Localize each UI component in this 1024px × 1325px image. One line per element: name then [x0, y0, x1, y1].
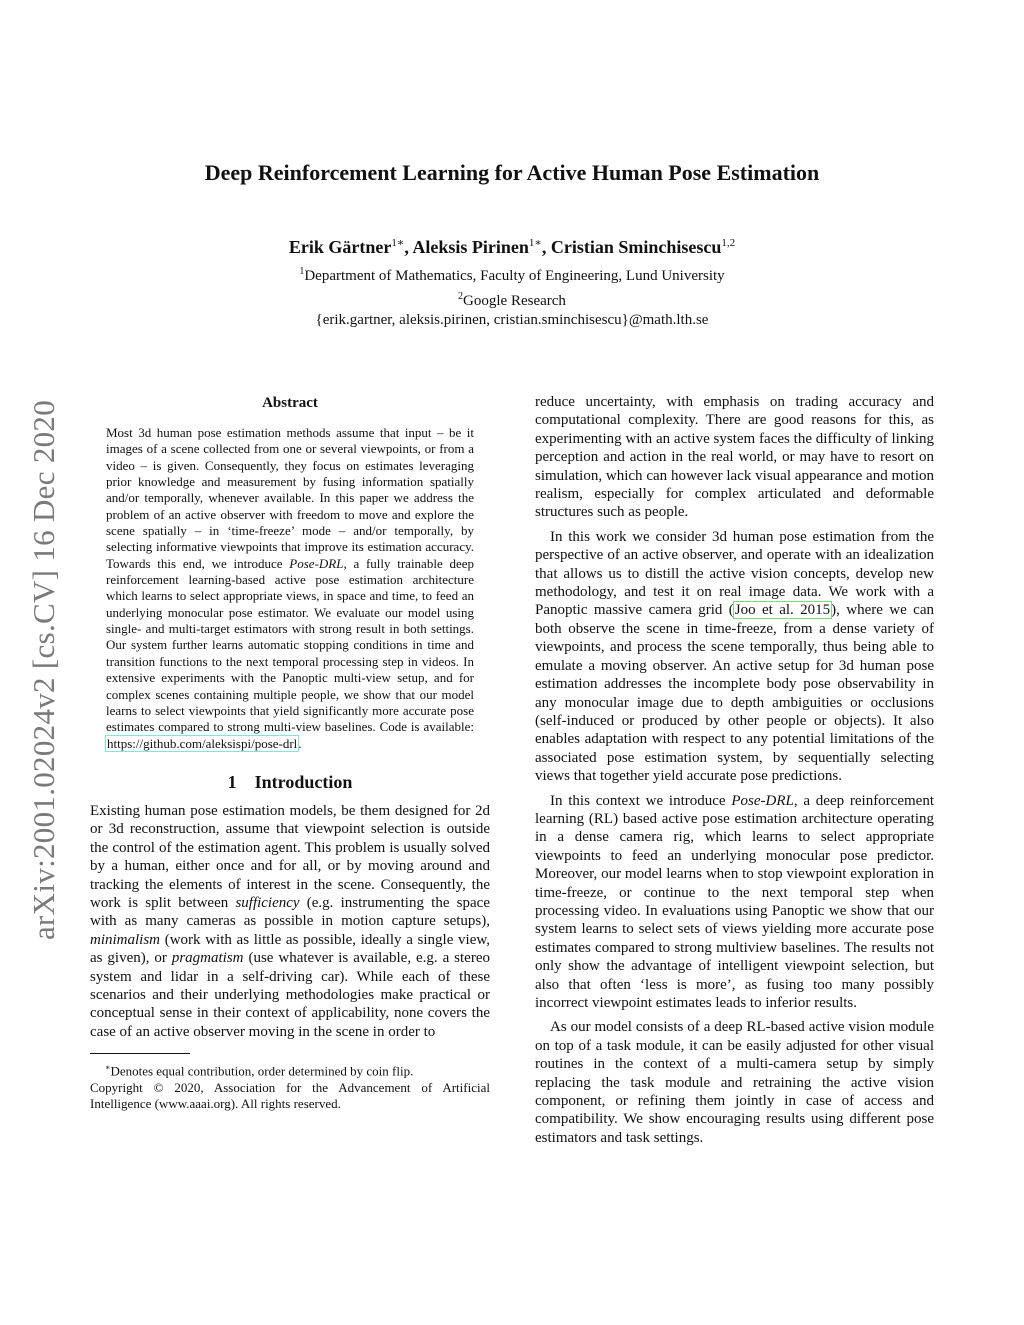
body-paragraph: As our model consists of a deep RL-based active vision module on top of a task module, it can be easily adjusted for other visual routines in the context of a multi-camera setup by simply replacing the task module and retraining the active vision component, or refining them jointly in case of access and compatibility. We show encouraging results using different pose estimators and task settings. — [535, 1019, 934, 1146]
text-segment: (work with as little as possible, ideally a single view, as given), or — [90, 931, 490, 967]
paper-title: Deep Reinforcement Learning for Active Human Pose Estimation — [204, 160, 820, 185]
emphasis: pragmatism — [171, 950, 244, 967]
author-mark: 1,2 — [721, 237, 736, 249]
abstract-text — [106, 425, 474, 752]
section-heading-introduction — [90, 770, 490, 794]
emphasis: sufficiency — [235, 894, 300, 911]
footnote-text: Denotes equal contribution, order determined by coin flip. — [110, 1063, 414, 1079]
text-segment: (e.g. instrumenting the space with as many cameras as possible in motion capture setups), — [90, 894, 490, 930]
affiliation-text: Department of Mathematics, Faculty of Engineering, Lund University — [304, 268, 725, 284]
body-paragraph — [535, 792, 934, 1013]
author-mark: 1∗ — [391, 237, 405, 249]
author-name: Erik Gärtner — [288, 237, 392, 257]
citation-link[interactable]: Joo et al. 2015 — [734, 602, 831, 619]
right-column — [535, 393, 934, 1153]
left-column — [90, 393, 490, 1113]
text-segment: ), where we can both observe the scene in time-freeze, from a dense variety of viewpoints, and process the scene temporally, thus being able to emulate a moving observer. An active setup for 3d human pose estimation addresses the incomplete body pose observability in any monocular image due to depth ambiguities or occlusions (self-induced or produced by other people or objects). It also enables adaptation with respect to any potential limitations of the associated pose estimation system, by sequentially selecting views that together yield accurate pose predictions. — [535, 602, 934, 785]
affiliation — [0, 262, 1024, 287]
footnote-rule — [90, 1053, 190, 1054]
abstract-model-name: Pose-DRL — [289, 555, 344, 571]
footnotes — [90, 1060, 490, 1113]
body-paragraph: reduce uncertainty, with emphasis on trading accuracy and computational complexity. There are good reasons for this, as experimenting with an active system faces the difficulty of linking perception and action in the real world, or may have to resort on simulation, which can however lack visual appearance and motion realism, especially for complex articulated and deformable structures such as people. — [535, 394, 934, 521]
author-name: Aleksis Pirinen — [412, 237, 529, 257]
copyright-notice: Copyright © 2020, Association for the Advancement of Artificial Intelligence (www.aaai.org). All rights reserved. — [90, 1079, 490, 1112]
author-name: Cristian Sminchisescu — [550, 237, 722, 257]
body-paragraph — [535, 528, 934, 786]
emphasis: minimalism — [90, 931, 161, 948]
text-segment: (use whatever is available, e.g. a stereo system and lidar in a self-driving car). While each of these scenarios and their underlying methodologies make practical or conceptual sense in their context of applicability, none covers the case of an active observer moving in the scene in order to — [90, 950, 490, 1040]
text-segment: , a deep reinforcement learning (RL) based active pose estimation architecture operating in a dense camera rig, which learns to select appropriate viewpoints to feed an underlying monocular pose predictor. Moreover, our model learns when to stop viewpoint exploration in time-freeze, or continue to the next temporal step when processing video. In evaluations using Panoptic we show that our system learns to select sets of views yielding more accurate pose estimates compared to strong multiview baselines. The results not only show the advantage of intelligent viewpoint selection, but also that often ‘less is more’, as fusing too many possibly incorrect viewpoint estimates leads to inferior results. — [535, 792, 934, 1011]
text-segment: Existing human pose estimation models, be them designed for 2d or 3d reconstruction, assume that viewpoint selection is outside the control of the estimation agent. This problem is usually solved by a human, either once and for all, or by moving around and tracking the elements of interest in the scene. Consequently, the work is split between — [90, 802, 490, 911]
text-segment: In this work we consider 3d human pose estimation from the perspective of an active observer, and operate with an idealization that allows us to distill the active vision concepts, develop new methodology, and test it on real image data. We work with a Panoptic massive camera grid ( — [535, 528, 934, 619]
footnote-mark: ∗ — [105, 1063, 111, 1073]
affiliation — [0, 287, 1024, 312]
footnote-equal-contribution — [90, 1060, 490, 1080]
affiliation-mark: 2 — [458, 290, 464, 302]
intro-paragraph — [90, 802, 490, 1041]
abstract-segment: Most 3d human pose estimation methods assume that input – be it images of a scene collected from one or several viewpoints, or from a video – is given. Consequently, they focus on estimates leveraging prior knowledge and measurement by fusing information spatially and/or temporally, whenever available. In this paper we address the problem of an active observer with freedom to move and explore the scene spatially – in ‘time-freeze’ mode – and/or temporally, by selecting informative viewpoints that improve its estimation accuracy. Towards this end, we introduce — [106, 425, 474, 571]
author-block — [0, 228, 1024, 331]
author-names: Erik Gärtner$^{1∗}$, Aleksis Pirinen$^{1∗}$, Cristian Sminchisescu$^{1,2}$ — [288, 237, 736, 257]
arxiv-identifier: arXiv:2001.02024v2 [cs.CV] 16 Dec 2020 — [26, 399, 61, 940]
model-name: Pose-DRL — [731, 792, 794, 809]
abstract-segment: , a fully trainable deep reinforcement learning-based active pose estimation architecture which learns to select appropriate views, in space and time, to feed an underlying monocular pose estimator. We evaluate our model using single- and multi-target estimators with strong result in both settings. Our system further learns automatic stopping conditions in time and transition functions to the next temporal processing step in videos. In extensive experiments with the Panoptic multi-view setup, and for complex scenes containing multiple people, we show that our model learns to select viewpoints that yield significantly more accurate pose estimates compared to strong multi-view baselines. Code is available: — [106, 555, 474, 735]
section-title: Introduction — [254, 771, 353, 792]
abstract-heading: Abstract — [262, 395, 318, 411]
code-link[interactable]: https://github.com/aleksispi/pose-drl — [107, 735, 298, 751]
author-emails: {erik.gartner, aleksis.pirinen, cristian.sminchisescu}@math.lth.se — [315, 312, 709, 328]
affiliation-mark: 1 — [299, 266, 305, 277]
author-mark: 1∗ — [528, 237, 542, 249]
section-number: 1 — [227, 771, 237, 792]
text-segment: In this context we introduce — [550, 792, 732, 809]
abstract-segment: . — [298, 735, 302, 751]
affiliation-text: Google Research — [463, 292, 566, 309]
